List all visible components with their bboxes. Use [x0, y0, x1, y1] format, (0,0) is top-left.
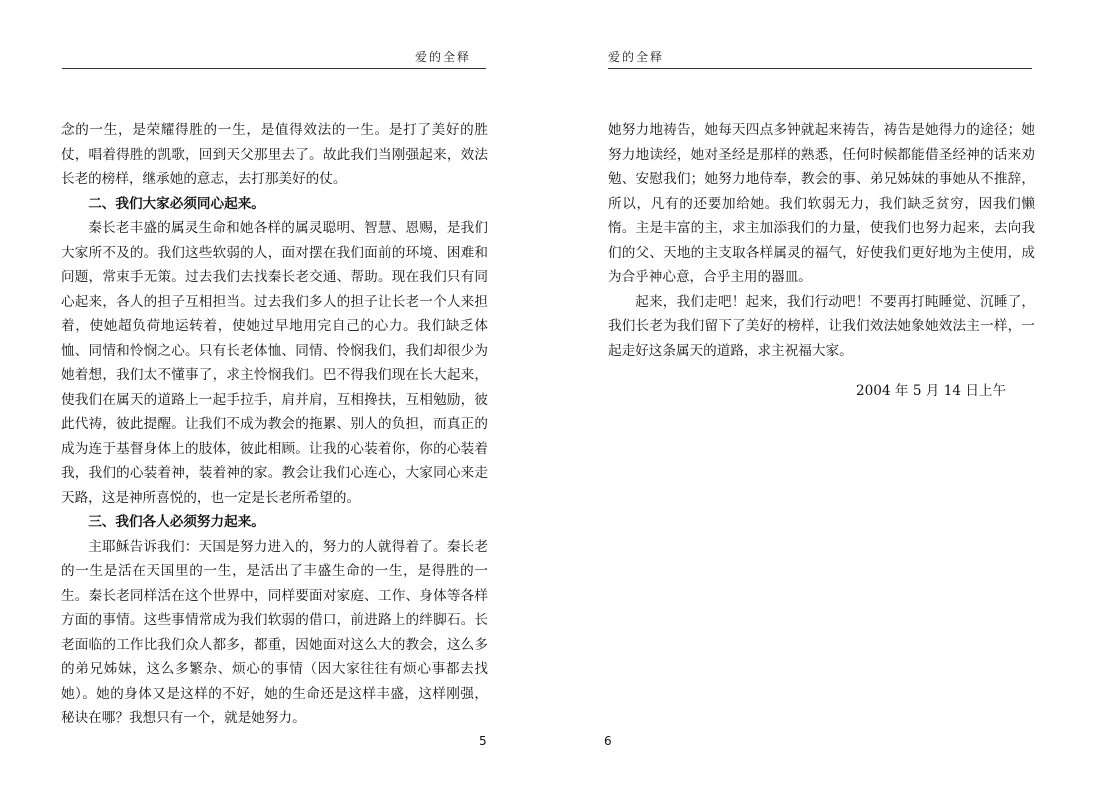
- left-page-body: [61, 118, 488, 731]
- paragraph: 起来，我们走吧！起来，我们行动吧！不要再打盹睡觉、沉睡了，我们长老为我们留下了美好的榜样，让我们效法她象她效法主一样，一起走好这条属天的道路，求主祝福大家。: [608, 293, 1035, 359]
- right-page-body: [608, 118, 1035, 363]
- paragraph: 念的一生，是荣耀得胜的一生，是值得效法的一生。是打了美好的胜仗，唱着得胜的凯歌，回到天父那里去了。故此我们当刚强起来，效法长老的榜样，继承她的意志，去打那美好的仗。: [61, 122, 488, 187]
- paragraph: 她努力地祷告，她每天四点多钟就起来祷告，祷告是她得力的途径；她努力地读经，她对圣经是那样的熟悉，任何时候都能借圣经神的话来劝勉、安慰我们；她努力地侍奉，教会的事、弟兄姊妹的事她从不推辞，所以，凡有的还要加给她。我们软弱无力，我们缺乏贫穷，因我们懒惰。主是丰富的主，求主加添我们的力量，使我们也努力起来，去向我们的父、天地的主支取各样属灵的福气，好使我们更好地为主使用，成为合乎神心意，合乎主用的器皿。: [608, 122, 1035, 285]
- header-rule-left: [62, 68, 486, 69]
- section-heading: 二、我们大家必须同心起来。: [88, 195, 265, 212]
- section-heading: 三、我们各人必须努力起来。: [88, 514, 265, 530]
- page-number-right: 6: [604, 734, 612, 748]
- paragraph: 主耶稣告诉我们：天国是努力进入的，努力的人就得着了。秦长老的一生是活在天国里的一生，是活出了丰盛生命的一生，是得胜的一生。秦长老同样活在这个世界中，同样要面对家庭、工作、身体等各样方面的事情。这些事情常成为我们软弱的借口，前进路上的绊脚石。长老面临的工作比我们众人都多，都重，因她面对这么大的教会，这么多的弟兄姊妹，这么多繁杂、烦心的事情（因大家往往有烦心事都去找她）。她的身体又是这样的不好，她的生命还是这样丰盛，这样刚强，秘诀在哪？我想只有一个，就是她努力。: [61, 538, 488, 726]
- right-page: [546, 0, 1093, 795]
- running-head-left: 爱的全释: [415, 50, 472, 64]
- header-rule-right: [608, 68, 1032, 69]
- paragraph: 秦长老丰盛的属灵生命和她各样的属灵聪明、智慧、恩赐，是我们大家所不及的。我们这些软弱的人，面对摆在我们面前的环境、困难和问题，常束手无策。过去我们去找秦长老交通、帮助。现在我们只有同心起来，各人的担子互相担当。过去我们多人的担子让长老一个人来担着，使她超负荷地运转着，使她过早地用完自己的心力。我们缺乏体恤、同情和怜悯之心。只有长老体恤、同情、怜悯我们，我们却很少为她着想，我们太不懂事了，求主怜悯我们。巴不得我们现在长大起来，使我们在属天的道路上一起手拉手，肩并肩，互相搀扶，互相勉励，彼此代祷，彼此提醒。让我们不成为教会的拖累、别人的负担，而真正的成为连于基督身体上的肢体，彼此相顾。让我的心装着你，你的心装着我，我们的心装着神，装着神的家。教会让我们心连心，大家同心来走天路，这是神所喜悦的，也一定是长老所希望的。: [61, 220, 488, 506]
- running-head-right: 爱的全释: [608, 50, 665, 64]
- left-page: [0, 0, 546, 795]
- date-signature: 2004 年 5 月 14 日上午: [856, 383, 1007, 399]
- page-number-left: 5: [479, 734, 487, 748]
